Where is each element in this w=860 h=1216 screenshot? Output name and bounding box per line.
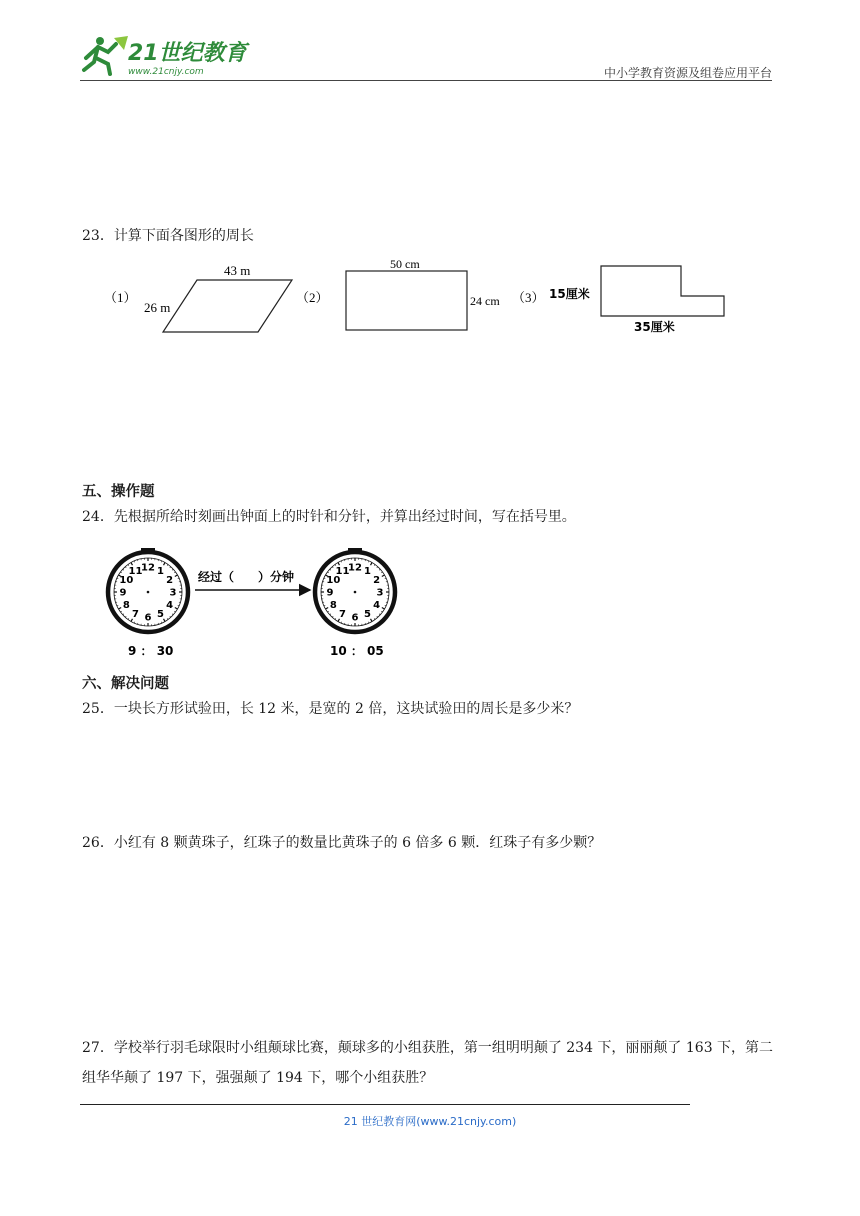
clock-numeral: 9 <box>326 587 334 599</box>
clock-numeral: 9 <box>119 587 127 599</box>
clock-center-dot <box>354 591 357 594</box>
question-25-text: 25．一块长方形试验田，长 12 米，是宽的 2 倍，这块试验田的周长是多少米？ <box>82 701 579 717</box>
footer-divider <box>80 1104 690 1105</box>
clock-numeral: 11 <box>128 565 143 577</box>
clock-numeral: 12 <box>141 562 155 574</box>
question-26-text: 26．小红有 8 颗黄珠子，红珠子的数量比黄珠子的 6 倍多 6 颗．红珠子有多少颗？ <box>82 835 602 851</box>
fig1-side-label: 26 m <box>144 300 171 315</box>
header-platform-text: 中小学教育资源及组卷应用平台 <box>603 66 772 80</box>
elapsed-label: 经过（ ）分钟 <box>198 570 295 584</box>
clock-numeral: 4 <box>373 600 381 611</box>
section-6-title: 六、解决问题 <box>82 676 169 692</box>
clock-numeral: 1 <box>157 565 164 577</box>
fig2-index: （2） <box>296 290 329 305</box>
clock-numeral: 2 <box>166 575 174 586</box>
clock-face-1 <box>108 548 188 632</box>
clock-numeral: 6 <box>144 612 152 624</box>
clock-numeral: 12 <box>348 562 362 574</box>
clock-numeral: 10 <box>326 575 341 586</box>
clock-numeral: 7 <box>339 609 346 621</box>
footer-text: 21 世纪教育网(www.21cnjy.com) <box>343 1115 517 1128</box>
clock-numeral: 10 <box>119 575 134 586</box>
fig2-side-label: 24 cm <box>470 294 500 308</box>
site-logo <box>80 32 255 80</box>
rectangle-shape <box>346 271 467 330</box>
fig3-index: （3） <box>512 290 545 305</box>
clock-numeral: 11 <box>335 565 350 577</box>
clock-numeral: 4 <box>166 600 174 611</box>
clock-numeral: 1 <box>364 565 371 577</box>
q23-figures <box>100 258 740 340</box>
fig1-top-label: 43 m <box>224 263 251 278</box>
fig3-side-label: 15厘米 <box>549 287 590 301</box>
logo-url-text: www.21cnjy.com <box>128 67 204 77</box>
clock-face-2 <box>315 548 395 632</box>
clock-numeral: 2 <box>373 575 381 586</box>
clock-1-time: 9 ： 30 <box>128 644 174 658</box>
section-5-title: 五、操作题 <box>82 484 155 500</box>
fig1-index: （1） <box>104 290 137 305</box>
q24-clocks <box>100 542 410 660</box>
logo-brand-text: 21世纪教育 <box>128 41 247 66</box>
parallelogram-shape <box>163 280 292 332</box>
step-shape <box>601 266 724 316</box>
clock-2-time: 10 ： 05 <box>330 644 384 658</box>
clock-numeral: 8 <box>329 600 337 611</box>
clock-numeral: 5 <box>157 609 164 621</box>
fig3-bottom-label: 35厘米 <box>634 320 675 334</box>
question-24-text: 24．先根据所给时刻画出钟面上的时针和分针，并算出经过时间，写在括号里。 <box>82 509 576 525</box>
clock-numeral: 7 <box>132 609 139 621</box>
clock-numeral: 6 <box>351 612 359 624</box>
header-divider <box>80 80 772 81</box>
question-23-text: 23．计算下面各图形的周长 <box>82 228 254 244</box>
runner-logo-icon <box>84 36 128 74</box>
clock-numeral: 3 <box>169 587 177 599</box>
clock-numeral: 3 <box>376 587 384 599</box>
fig2-top-label: 50 cm <box>390 258 420 271</box>
clock-numeral: 5 <box>364 609 371 621</box>
question-27-text: 27．学校举行羽毛球限时小组颠球比赛，颠球多的小组获胜，第一组明明颠了 234 下，丽丽颠了 163 下，第二组华华颠了 197 下，强强颠了 194 下，哪个小组获胜？ <box>82 1040 774 1086</box>
clock-center-dot <box>147 591 150 594</box>
clock-numeral: 8 <box>122 600 130 611</box>
